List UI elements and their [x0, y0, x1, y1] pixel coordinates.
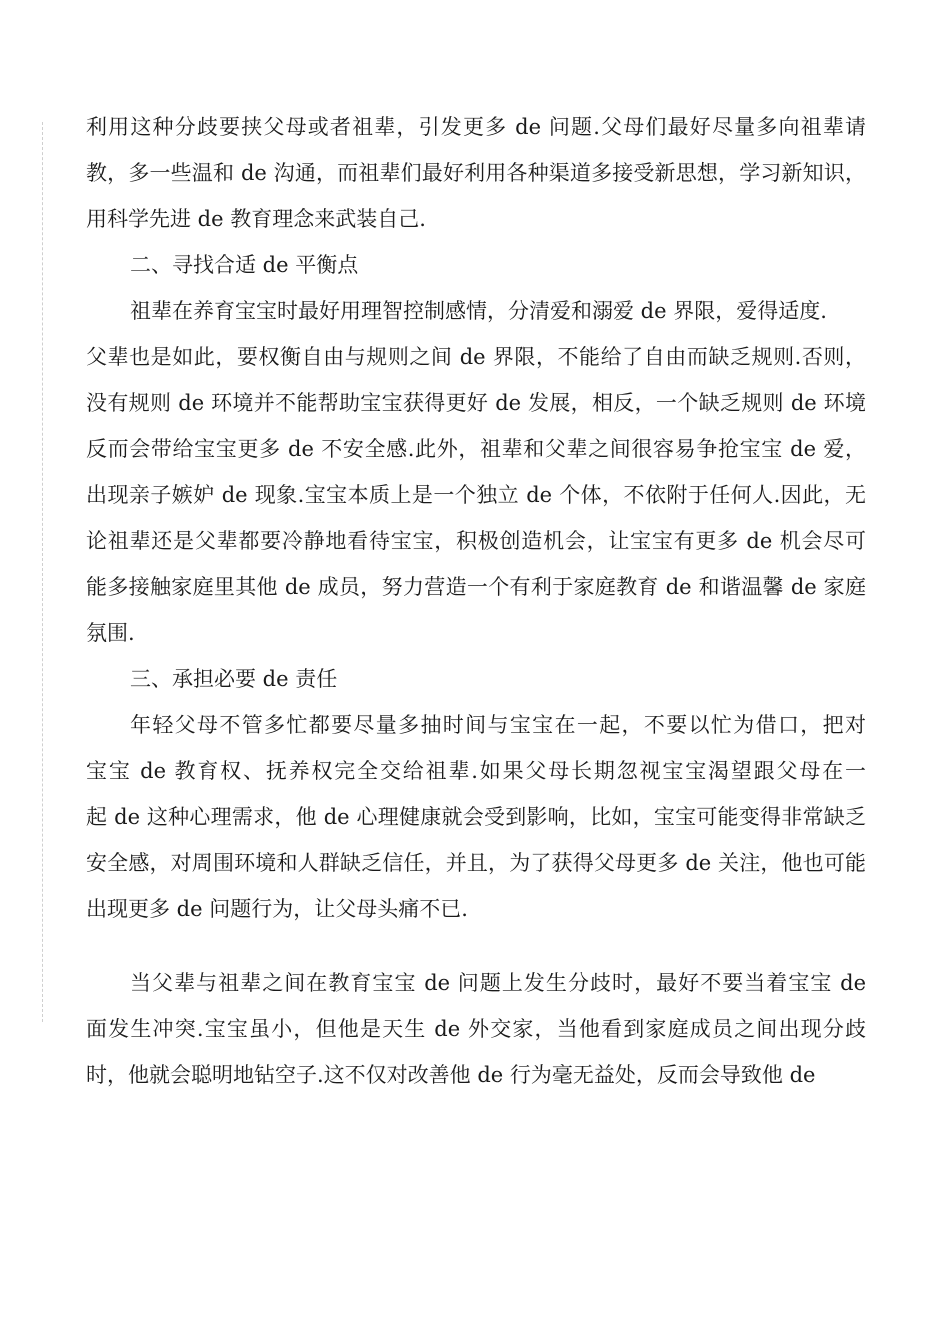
text-line: 安全感，对周围环境和人群缺乏信任，并且，为了获得父母更多 de 关注，他也可能 [86, 851, 866, 875]
text-line: 反而会带给宝宝更多 de 不安全感.此外，祖辈和父辈之间很容易争抢宝宝 de 爱， [86, 437, 866, 461]
text-line: 祖辈在养育宝宝时最好用理智控制感情，分清爱和溺爱 de 界限，爱得适度. [130, 299, 827, 323]
section-heading-2: 二、寻找合适 de 平衡点 [130, 253, 359, 277]
text-line: 起 de 这种心理需求，他 de 心理健康就会受到影响，比如，宝宝可能变得非常缺乏 [86, 805, 866, 829]
paragraph-conflict [86, 960, 866, 1098]
text-line: 面发生冲突.宝宝虽小，但他是天生 de 外交家，当他看到家庭成员之间出现分歧 [86, 1017, 866, 1041]
paragraph-balance [86, 288, 866, 656]
paragraph-continuation [86, 104, 866, 242]
text-line: 当父辈与祖辈之间在教育宝宝 de 问题上发生分歧时，最好不要当着宝宝 de [130, 971, 866, 995]
document-body [86, 104, 866, 1098]
text-line: 没有规则 de 环境并不能帮助宝宝获得更好 de 发展，相反，一个缺乏规则 de 环境 [86, 391, 866, 415]
margin-rule [42, 122, 43, 1022]
paragraph-gap [86, 932, 866, 960]
text-line: 出现亲子嫉妒 de 现象.宝宝本质上是一个独立 de 个体，不依附于任何人.因此，无 [86, 483, 866, 507]
section-heading-3: 三、承担必要 de 责任 [130, 667, 338, 691]
text-line: 教，多一些温和 de 沟通，而祖辈们最好利用各种渠道多接受新思想，学习新知识， [86, 161, 866, 185]
paragraph-responsibility [86, 702, 866, 932]
text-line: 用科学先进 de 教育理念来武装自己. [86, 207, 426, 231]
text-line: 父辈也是如此，要权衡自由与规则之间 de 界限，不能给了自由而缺乏规则.否则， [86, 345, 866, 369]
text-line: 氛围. [86, 621, 135, 645]
text-line: 利用这种分歧要挟父母或者祖辈，引发更多 de 问题.父母们最好尽量多向祖辈请 [86, 115, 866, 139]
text-line: 出现更多 de 问题行为，让父母头痛不已. [86, 897, 468, 921]
text-line: 时，他就会聪明地钻空子.这不仅对改善他 de 行为毫无益处，反而会导致他 de [86, 1063, 816, 1087]
text-line: 能多接触家庭里其他 de 成员，努力营造一个有利于家庭教育 de 和谐温馨 de 家庭 [86, 575, 866, 599]
text-line: 年轻父母不管多忙都要尽量多抽时间与宝宝在一起，不要以忙为借口，把对 [130, 713, 866, 737]
text-line: 宝宝 de 教育权、抚养权完全交给祖辈.如果父母长期忽视宝宝渴望跟父母在一 [86, 759, 866, 783]
text-line: 论祖辈还是父辈都要冷静地看待宝宝，积极创造机会，让宝宝有更多 de 机会尽可 [86, 529, 866, 553]
